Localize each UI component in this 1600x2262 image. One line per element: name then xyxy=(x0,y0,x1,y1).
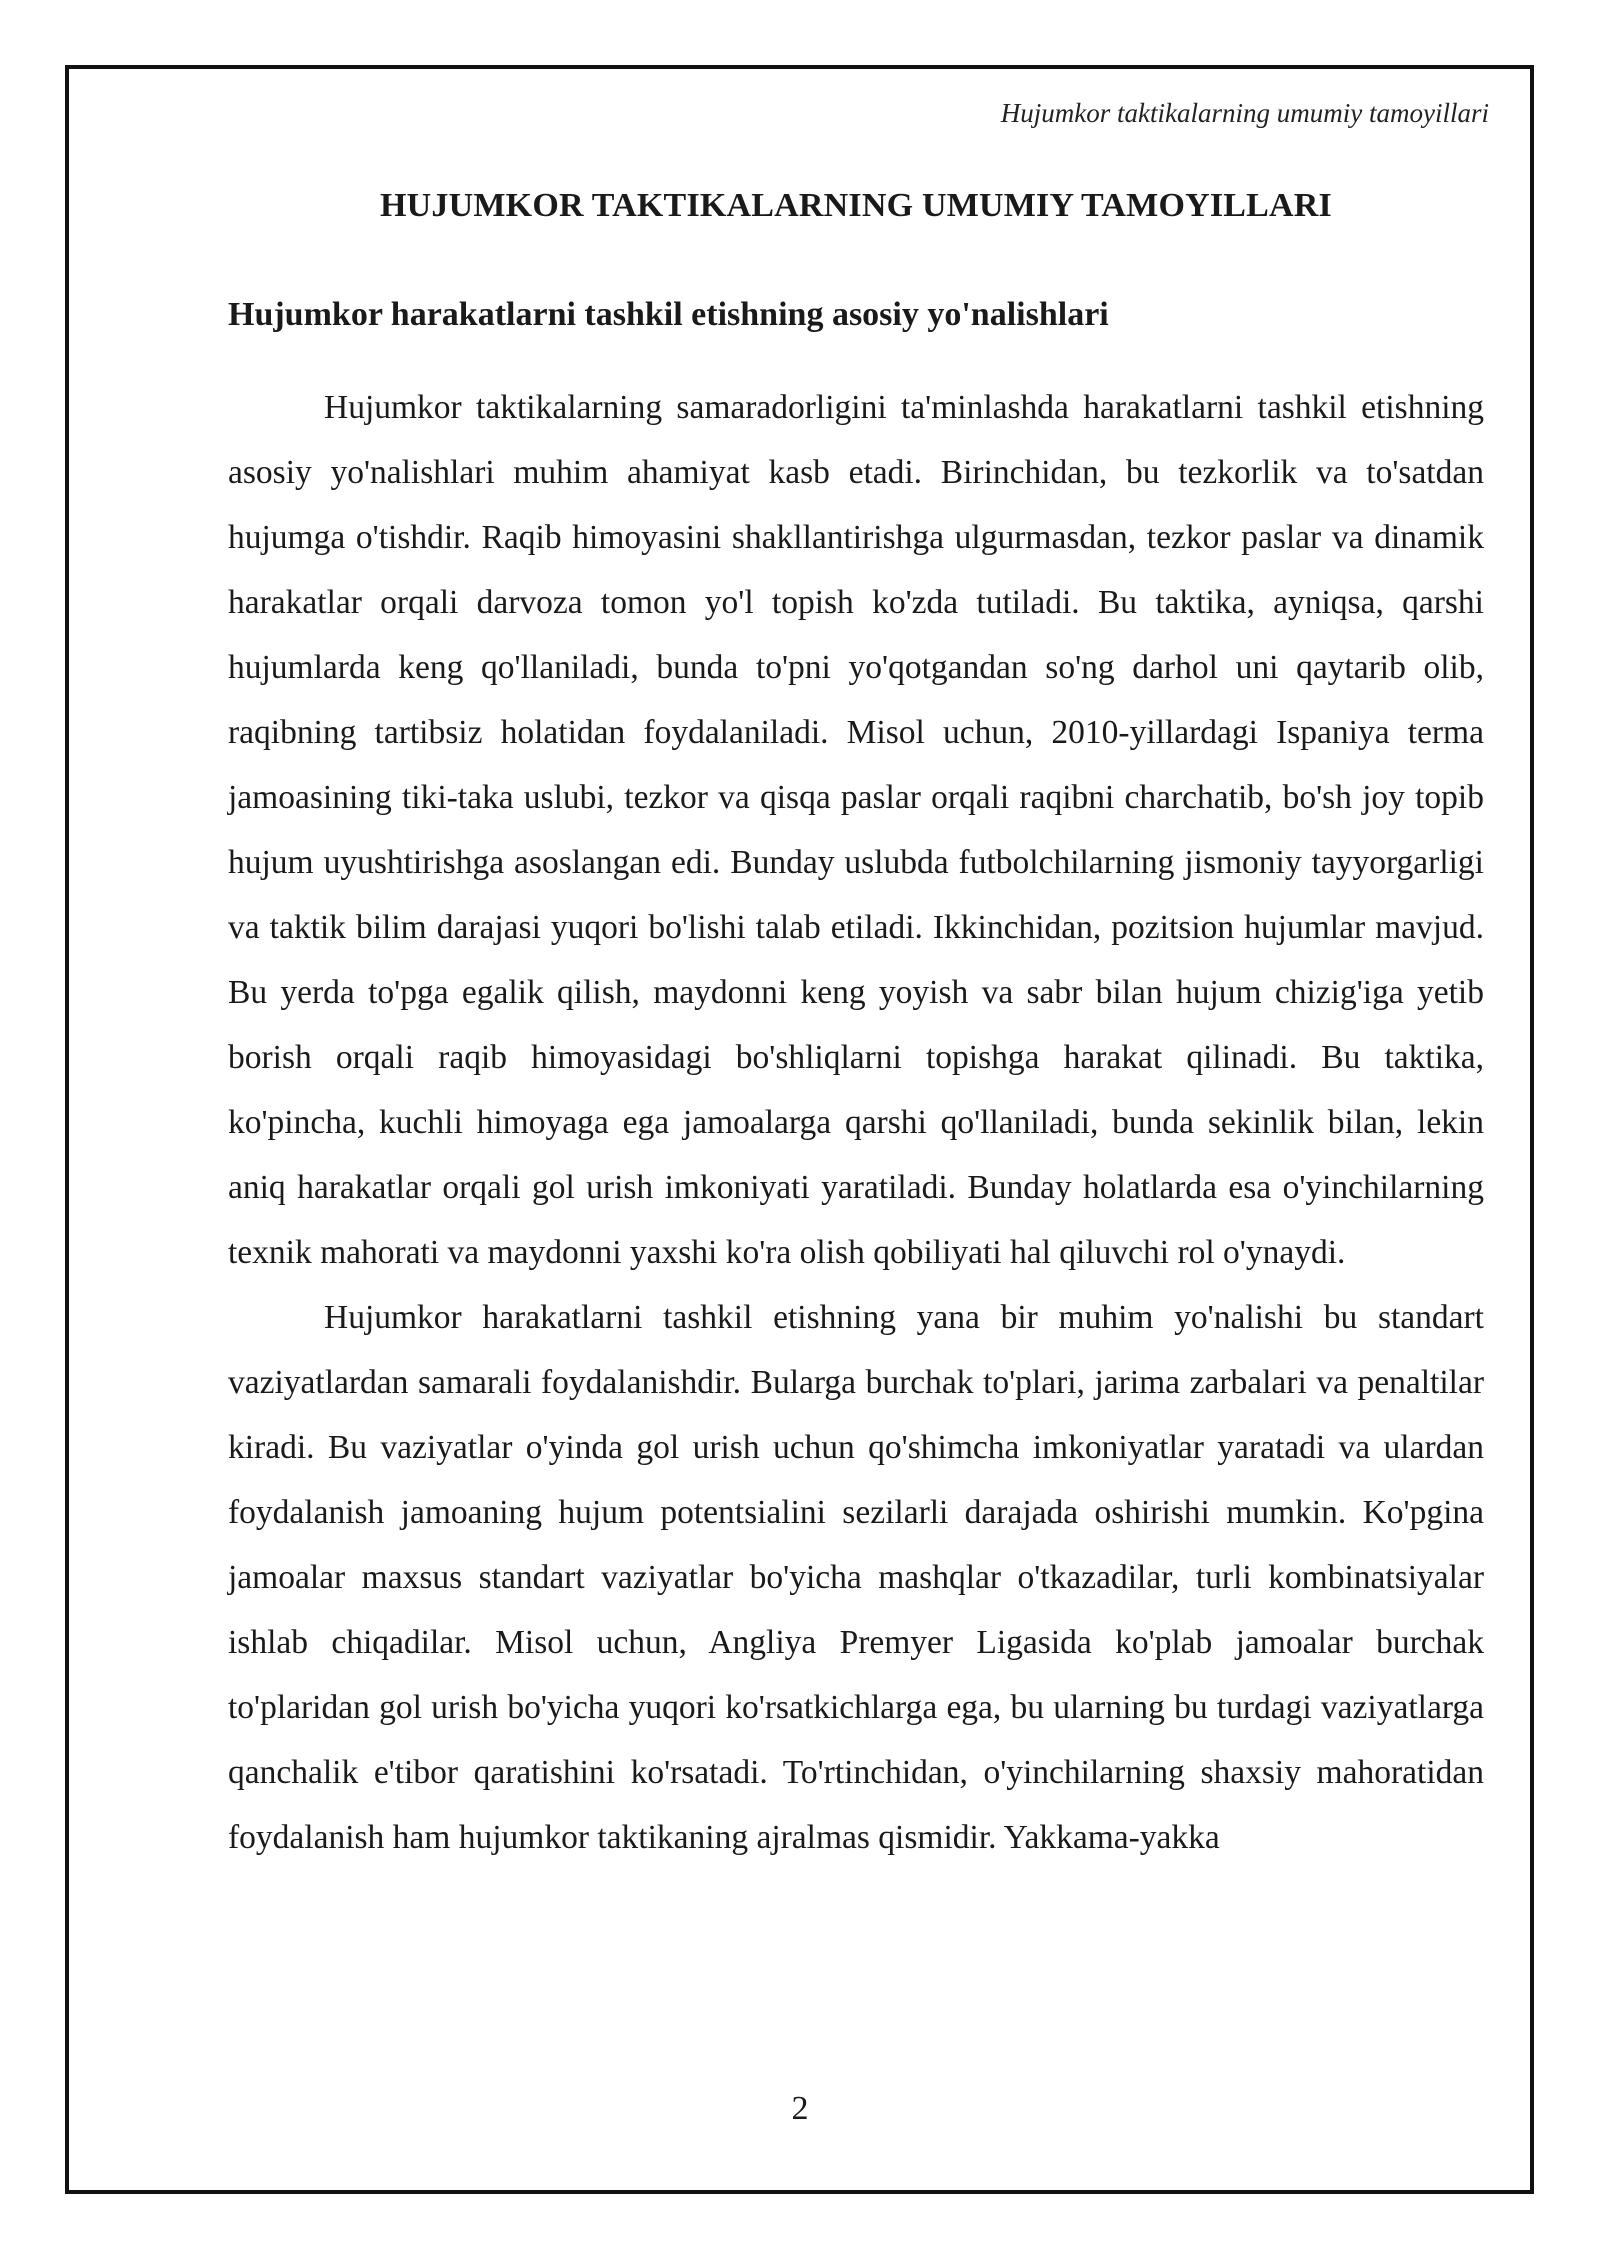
page-number: 2 xyxy=(791,2090,809,2127)
running-header: Hujumkor taktikalarning umumiy tamoyillari xyxy=(1000,98,1489,128)
section-heading: Hujumkor harakatlarni tashkil etishning asosiy yo'nalishlari xyxy=(228,296,1109,333)
paragraph: Hujumkor taktikalarning samaradorligini ta'minlashda harakatlarni tashkil etishning asosiy yo'nalishlari muhim ahamiyat kasb etadi. Birinchidan, bu tezkorlik va to'satdan hujumga o'tishdir. Raqib himoyasini shakllantirishga ulgurmasdan, tezkor paslar va dinamik harakatlar orqali darvoza tomon yo'l topish ko'zda tutiladi. Bu taktika, ayniqsa, qarshi hujumlarda keng qo'llaniladi, bunda to'pni yo'qotgandan so'ng darhol uni qaytarib olib, raqibning tartibsiz holatidan foydalaniladi. Misol uchun, 2010-yillardagi Ispaniya terma jamoasining tiki-taka uslubi, tezkor va qisqa paslar orqali raqibni charchatib, bo'sh joy topib hujum uyushtirishga asoslangan edi. Bunday uslubda futbolchilarning jismoniy tayyorgarligi va taktik bilim darajasi yuqori bo'lishi talab etiladi. Ikkinchidan, pozitsion hujumlar mavjud. Bu yerda to'pga egalik qilish, maydonni keng yoyish va sabr bilan hujum chizig'iga yetib borish orqali raqib himoyasidagi bo'shliqlarni topishga harakat qilinadi. Bu taktika, ko'pincha, kuchli himoyaga ega jamoalarga qarshi qo'llaniladi, bunda sekinlik bilan, lekin aniq harakatlar orqali gol urish imkoniyati yaratiladi. Bunday holatlarda esa o'yinchilarning texnik mahorati va maydonni yaxshi ko'ra olish qobiliyati hal qiluvchi rol o'ynaydi. xyxy=(228,389,1484,1271)
document-title: HUJUMKOR TAKTIKALARNING UMUMIY TAMOYILLARI xyxy=(380,187,1332,224)
body-text xyxy=(228,375,1484,1870)
paragraph: Hujumkor harakatlarni tashkil etishning yana bir muhim yo'nalishi bu standart vaziyatlardan samarali foydalanishdir. Bularga burchak to'plari, jarima zarbalari va penaltilar kiradi. Bu vaziyatlar o'yinda gol urish uchun qo'shimcha imkoniyatlar yaratadi va ulardan foydalanish jamoaning hujum potentsialini sezilarli darajada oshirishi mumkin. Ko'pgina jamoalar maxsus standart vaziyatlar bo'yicha mashqlar o'tkazadilar, turli kombinatsiyalar ishlab chiqadilar. Misol uchun, Angliya Premyer Ligasida ko'plab jamoalar burchak to'plaridan gol urish bo'yicha yuqori ko'rsatkichlarga ega, bu ularning bu turdagi vaziyatlarga qanchalik e'tibor qaratishini ko'rsatadi. To'rtinchidan, o'yinchilarning shaxsiy mahoratidan foydalanish ham hujumkor taktikaning ajralmas qismidir. Yakkama-yakka xyxy=(228,1299,1484,1856)
